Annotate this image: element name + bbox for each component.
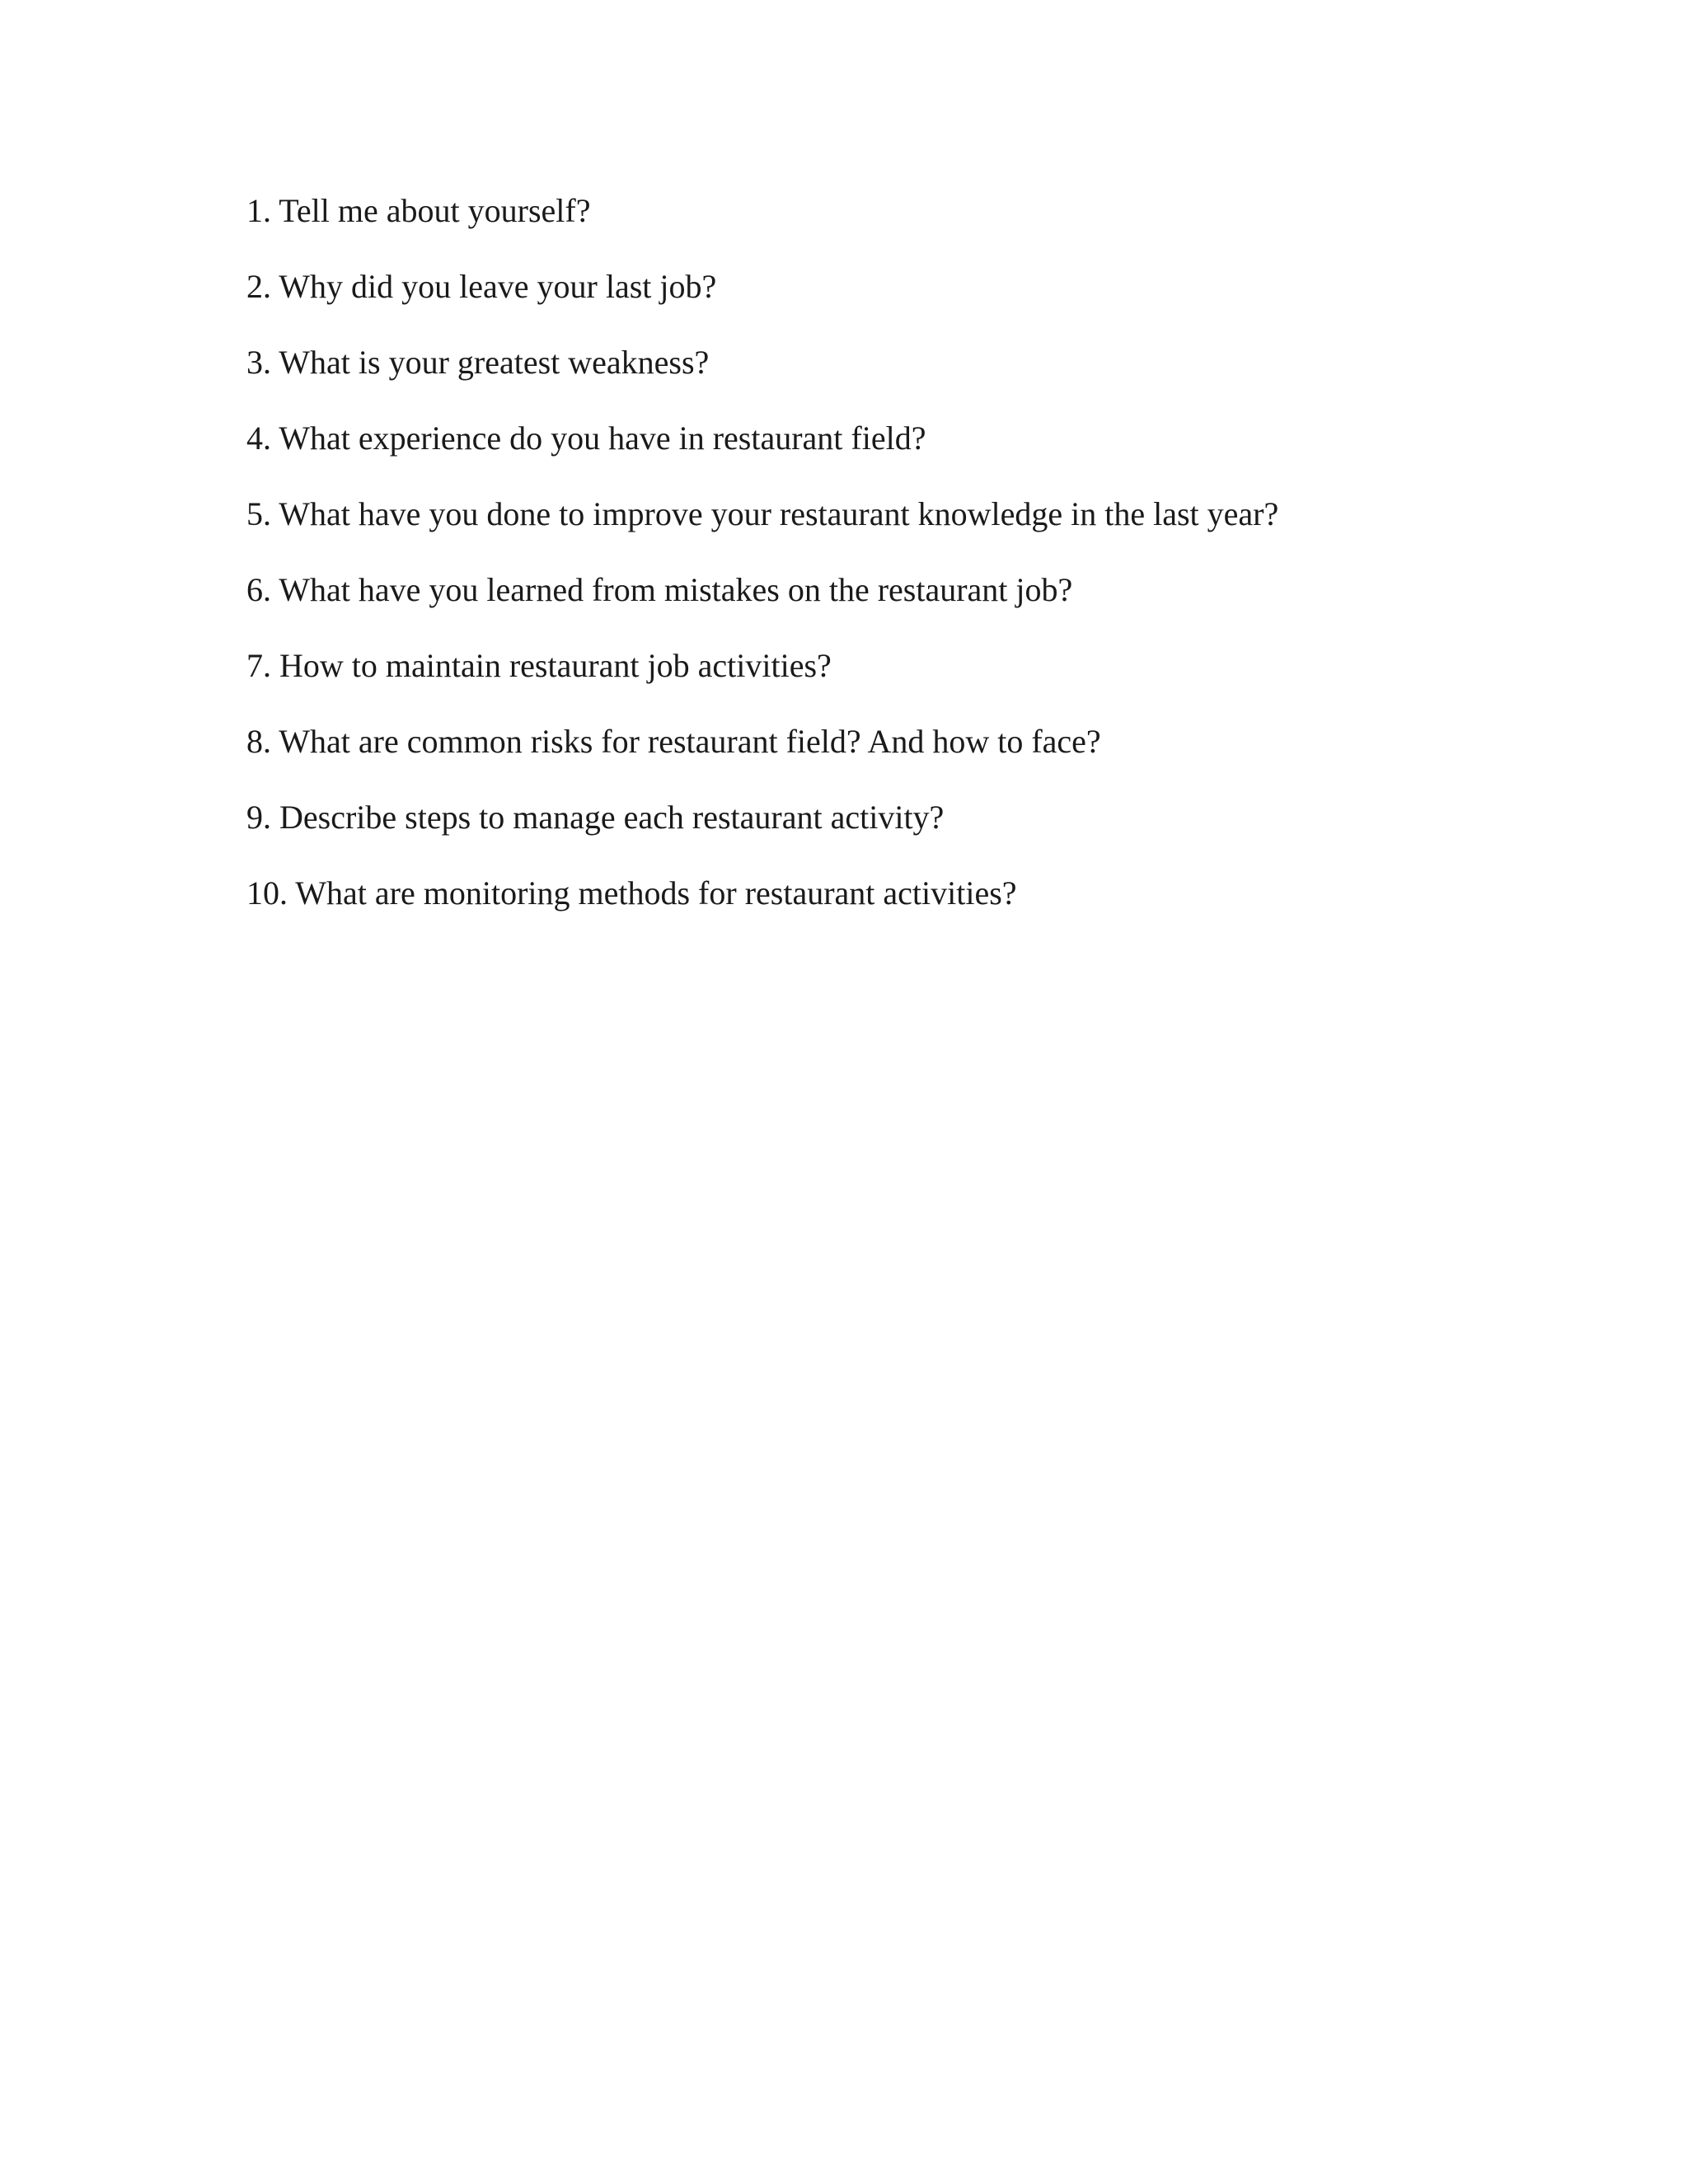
question-item: 3. What is your greatest weakness? [246, 344, 710, 381]
question-item: 2. Why did you leave your last job? [246, 268, 717, 305]
question-item: 4. What experience do you have in restaurant field? [246, 419, 926, 457]
question-item: 7. How to maintain restaurant job activities? [246, 647, 832, 684]
question-item: 10. What are monitoring methods for restaurant activities? [246, 874, 1017, 912]
question-list [246, 191, 1606, 949]
question-item: 6. What have you learned from mistakes on the restaurant job? [246, 571, 1073, 608]
question-item: 8. What are common risks for restaurant field? And how to face? [246, 723, 1101, 760]
question-item: 9. Describe steps to manage each restaurant activity? [246, 799, 945, 836]
question-item: 1. Tell me about yourself? [246, 192, 591, 229]
question-item: 5. What have you done to improve your restaurant knowledge in the last year? [246, 495, 1279, 532]
